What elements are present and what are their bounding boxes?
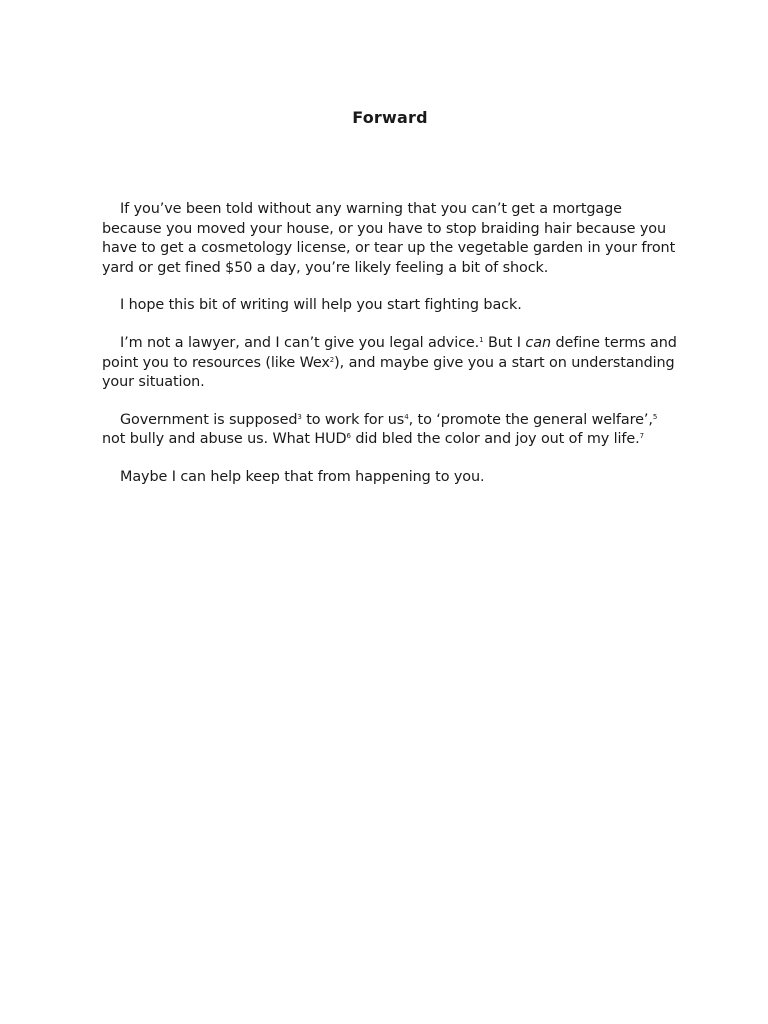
footnote-ref-3[interactable]: 3 <box>297 412 302 421</box>
footnote-ref-6[interactable]: 6 <box>346 432 351 441</box>
paragraph-3-text-b: But I <box>483 334 526 351</box>
paragraph-3-text-c: define terms and point you to resources (like Wex <box>102 334 677 371</box>
paragraph-4-text-d: not bully and abuse us. What HUD <box>102 431 347 448</box>
footnote-ref-5[interactable]: 5 <box>652 412 658 421</box>
emphasis-can: can <box>525 334 551 351</box>
paragraph-1: If you’ve been told without any warning that you can’t get a mortgage because you moved your house, or you have to stop braiding hair because you have to get a cosmetology license, or tear up the vegetable garden in your front yard or get fined $50 a day, you’re likely feeling a bit of shock. <box>102 201 676 276</box>
body-text <box>102 200 678 506</box>
footnote-ref-1[interactable]: 1 <box>479 335 484 344</box>
footnote-ref-7[interactable]: 7 <box>639 432 644 441</box>
paragraph-3-text-a: I’m not a lawyer, and I can’t give you legal advice. <box>120 334 480 351</box>
paragraph-4-text-a: Government is supposed <box>120 411 298 428</box>
page-title: Forward <box>352 108 428 127</box>
paragraph-4-text-e: did bled the color and joy out of my life. <box>350 431 640 448</box>
paragraph-4-text-b: to work for us <box>301 411 405 428</box>
footnote-ref-4[interactable]: 4 <box>404 412 409 421</box>
footnote-ref-2[interactable]: 2 <box>329 355 335 364</box>
paragraph-3 <box>102 334 678 393</box>
paragraph-4-text-c: , to ‘promote the general welfare’, <box>408 411 653 428</box>
paragraph-4 <box>102 411 678 450</box>
paragraph-3-text-d: ), and maybe give you a start on understanding your situation. <box>102 354 675 391</box>
paragraph-2: I hope this bit of writing will help you start fighting back. <box>120 297 522 314</box>
paragraph-5: Maybe I can help keep that from happening to you. <box>120 468 485 485</box>
